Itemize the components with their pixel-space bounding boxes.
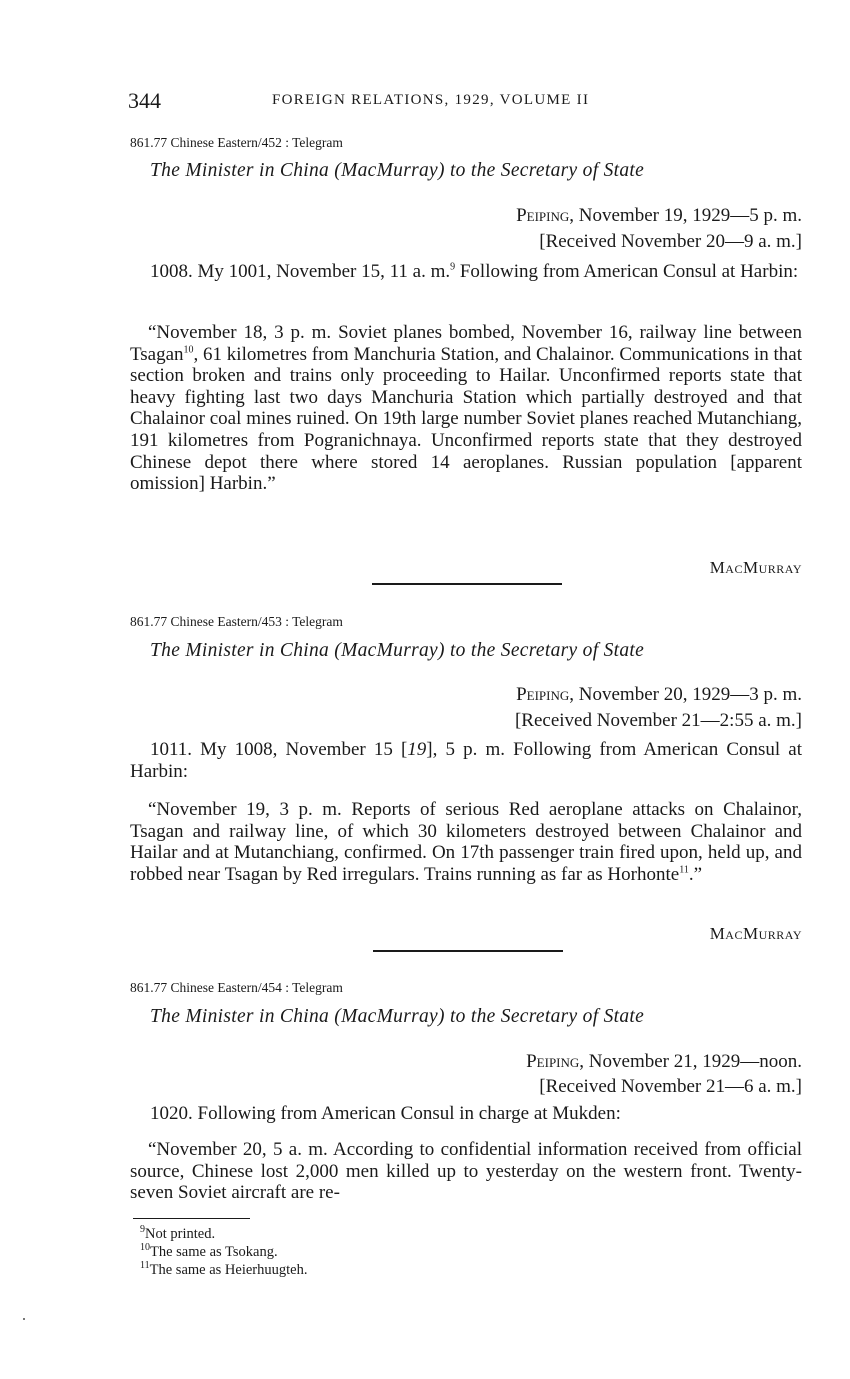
footnote-text: The same as Heierhuugteh.	[149, 1262, 308, 1278]
page-number: 344	[128, 88, 161, 113]
quote-text-cont: .”	[688, 863, 703, 885]
footnote-ref: 9	[450, 261, 456, 273]
dateline	[516, 684, 802, 706]
file-reference: 861.77 Chinese Eastern/452 : Telegram	[130, 135, 343, 150]
quote-text: “November 18, 3 p. m. Soviet planes bombed, November 16, railway line between Tsagan	[130, 322, 802, 365]
dateline	[526, 1051, 802, 1073]
footnote-ref: 10	[183, 344, 194, 356]
intro-correction: 19	[407, 739, 427, 760]
footnote-text: Not printed.	[145, 1226, 216, 1242]
section-divider	[373, 950, 563, 952]
document-heading: The Minister in China (MacMurray) to the Secretary of State	[150, 640, 645, 661]
document-heading: The Minister in China (MacMurray) to the Secretary of State	[150, 1006, 645, 1027]
dateline-place: Peiping	[516, 684, 570, 705]
intro-text: 1008. My 1001, November 15, 11 a. m.	[150, 261, 451, 282]
telegram-intro	[130, 1103, 802, 1125]
scan-speck	[23, 1318, 25, 1320]
quoted-message	[130, 799, 802, 885]
footnote	[140, 1262, 307, 1279]
quoted-message: “November 20, 5 a. m. According to confidential information received from official source, Chinese lost 2,000 men killed up to yesterday on the western front. Twenty-seven Soviet aircraft are re-	[130, 1139, 802, 1204]
dateline-date: , November 21, 1929—noon.	[579, 1051, 802, 1072]
section-divider	[372, 583, 562, 585]
received-note: [Received November 21—6 a. m.]	[539, 1076, 802, 1097]
footnote-text: The same as Tsokang.	[150, 1244, 278, 1260]
intro-text: 1011. My 1008, November 15 [	[150, 739, 408, 760]
signature: MacMurray	[709, 924, 802, 943]
quote-text: “November 19, 3 p. m. Reports of serious Red aeroplane attacks on Chalainor, Tsagan and railway line, of which 30 kilometers destroyed between Chalainor and Hailar and at Mutanchiang, confirmed. On 17th passenger train fired upon, held up, and robbed near Tsagan by Red irregulars. Trains running as far as Horhonte	[130, 799, 802, 885]
footnote	[140, 1226, 215, 1243]
dateline	[516, 205, 802, 227]
running-head: FOREIGN RELATIONS, 1929, VOLUME II	[272, 92, 590, 108]
dateline-date: , November 19, 1929—5 p. m.	[569, 205, 802, 226]
dateline-place: Peiping	[526, 1051, 580, 1072]
intro-text-cont: Following from American Consul at Harbin:	[455, 261, 799, 282]
file-reference: 861.77 Chinese Eastern/454 : Telegram	[130, 980, 343, 995]
footnote-mark: 10	[140, 1242, 150, 1254]
file-reference: 861.77 Chinese Eastern/453 : Telegram	[130, 614, 343, 629]
dateline-date: , November 20, 1929—3 p. m.	[569, 684, 802, 705]
quote-text-cont: , 61 kilometres from Manchuria Station, and Chalainor. Communications in that section broken and trains only proceeding to Hailar. Unconfirmed reports state that heavy fighting last two days Manchuria Station which partially destroyed and that Chalainor coal mines ruined. On 19th large number Soviet planes reached Mutanchiang, 191 kilometres from Pogranichnaya. Unconfirmed reports state that they destroyed Chinese depot there where stored 14 aeroplanes. Russian population [apparent omission] Harbin.”	[130, 343, 802, 495]
quoted-message	[130, 322, 802, 495]
footnote-ref: 11	[679, 864, 689, 876]
received-note: [Received November 20—9 a. m.]	[539, 231, 802, 252]
document-heading: The Minister in China (MacMurray) to the Secretary of State	[150, 160, 645, 181]
intro-text: 1020. Following from American Consul in charge at Mukden:	[150, 1103, 621, 1124]
footnote	[140, 1244, 278, 1261]
telegram-intro	[130, 261, 802, 283]
telegram-intro	[130, 739, 802, 782]
received-note: [Received November 21—2:55 a. m.]	[514, 710, 802, 731]
dateline-place: Peiping	[516, 205, 570, 226]
footnote-mark: 11	[140, 1260, 150, 1272]
footnote-mark: 9	[140, 1224, 145, 1236]
intro-text-cont: ], 5 p. m. Following from American Consul at Harbin:	[130, 739, 803, 782]
footnote-divider	[133, 1218, 250, 1219]
signature: MacMurray	[709, 558, 802, 577]
